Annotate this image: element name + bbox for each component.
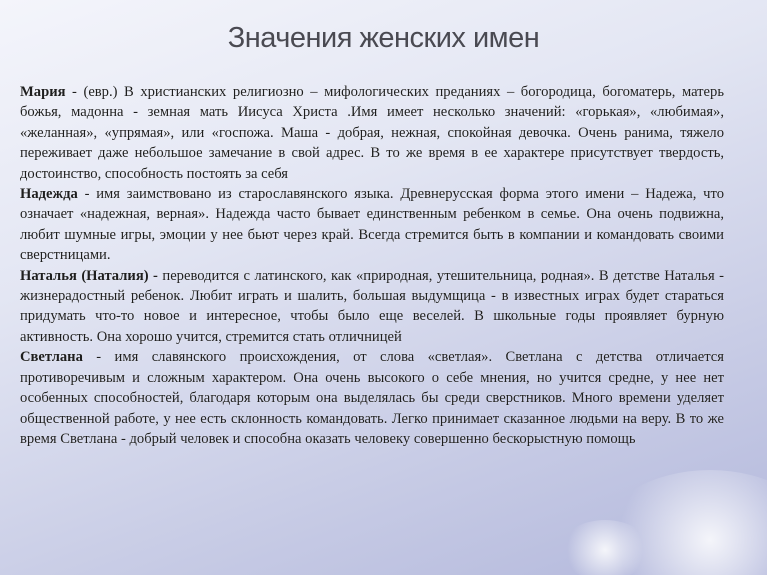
entry-name: Наталья (Наталия) - xyxy=(20,267,158,284)
names-text-block xyxy=(20,82,724,449)
entry-svetlana xyxy=(20,347,724,449)
entry-nadezhda xyxy=(20,184,724,266)
entry-natalya xyxy=(20,266,724,348)
entry-text: - имя славянского происхождения, от слова «светлая». Светлана с детства отличается противоречивым и сложным характером. Она очень высокого о себе мнения, но учится средне, у нее нет особенных способностей, благодаря которым она выделялась бы среди сверстников. Много времени уделяет общественной работе, у нее есть склонность командовать. Легко принимает сказанное людьми на веру. В то же время Светлана - добрый человек и способна оказать человеку совершенно бескорыстную помощь xyxy=(20,349,724,447)
decorative-glow xyxy=(560,520,650,575)
entry-text: - имя заимствовано из старославянского языка. Древнерусская форма этого имени – Надежа, что означает «надежная, верная». Надежда часто бывает единственным ребенком в семье. Она очень подвижна, любит шумные игры, эмоции у нее бьют через край. Всегда стремится быть в компании и командовать своими сверстницами. xyxy=(20,186,724,264)
entry-maria xyxy=(20,82,724,184)
entry-name: Светлана xyxy=(20,349,83,366)
entry-text: - (евр.) В христианских религиозно – мифологических преданиях – богородица, богоматерь, матерь божья, мадонна - земная мать Иисуса Христа .Имя имеет несколько значений: «горькая», «любимая», «желанная», «упрямая», или «госпожа. Маша - добрая, нежная, спокойная девочка. Очень ранима, тяжело переживает даже небольшое замечание в свой адрес. В то же время в ее характере присутствует твердость, достоинство, способность постоять за себя xyxy=(20,84,724,182)
entry-text: переводится с латинского, как «природная, утешительница, родная». В детстве Наталья - жизнерадостный ребенок. Любит играть и шалить, большая выдумщица - в известных играх будет стараться придумать что-то новое и интересное, чтобы было еще веселей. В школьные годы проявляет бурную активность. Она хорошо учится, стремится стать отличницей xyxy=(20,267,724,345)
entry-name: Мария xyxy=(20,84,66,100)
entry-name: Надежда xyxy=(20,186,78,203)
page-title: Значения женских имен xyxy=(227,22,540,54)
